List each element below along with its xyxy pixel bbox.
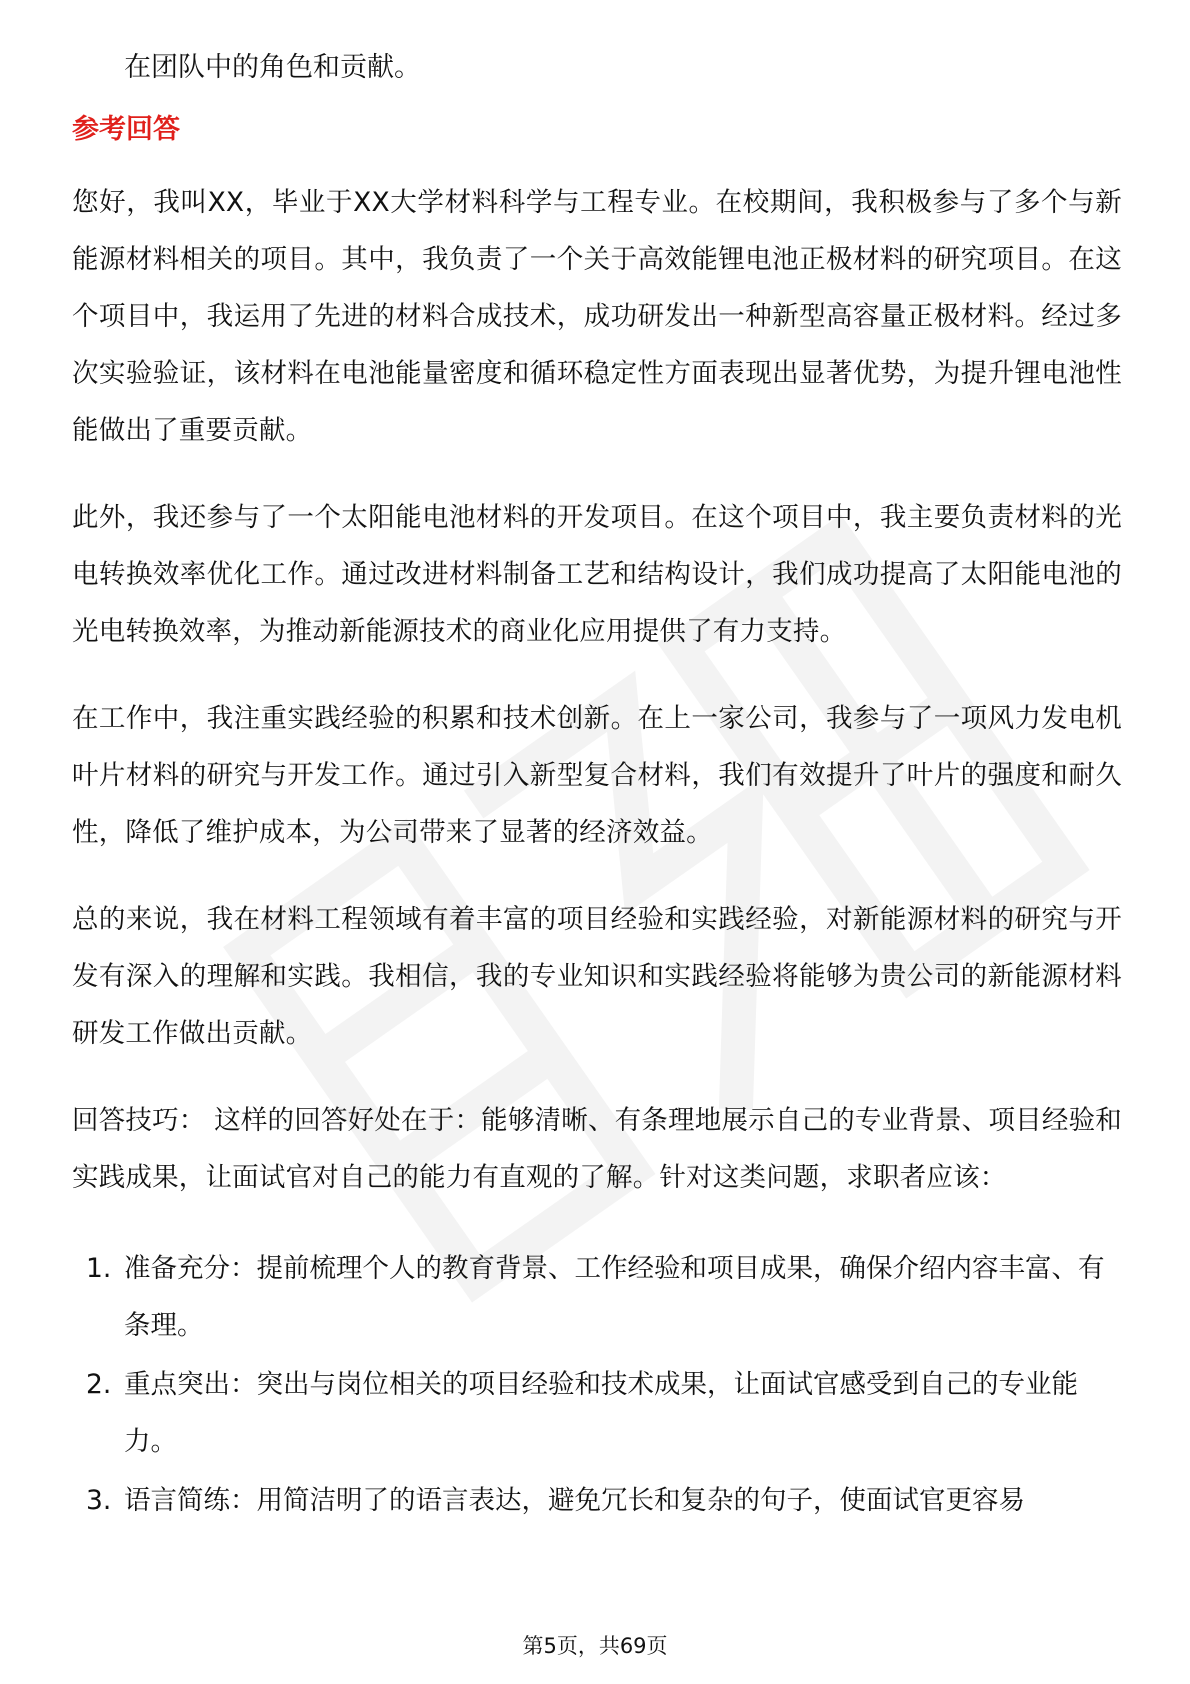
list-number: 2.: [86, 1369, 112, 1400]
list-number: 1.: [86, 1253, 112, 1284]
list-number: 3.: [86, 1485, 112, 1516]
answer-paragraph-1: 您好，我叫XX，毕业于XX大学材料科学与工程专业。在校期间，我积极参与了多个与新能源材料相关的项目。其中，我负责了一个关于高效能锂电池正极材料的研究项目。在这个项目中，我运用了先进的材料合成技术，成功研发出一种新型高容量正极材料。经过多次实验验证，该材料在电池能量密度和循环稳定性方面表现出显著优势，为提升锂电池性能做出了重要贡献。: [72, 187, 1122, 446]
list-item-text: 语言简练：用简洁明了的语言表达，避免冗长和复杂的句子，使面试官更容易: [124, 1485, 1025, 1516]
list-item: [72, 1240, 1122, 1354]
list-item-text: 准备充分：提前梳理个人的教育背景、工作经验和项目成果，确保介绍内容丰富、有条理。: [124, 1253, 1105, 1341]
answer-paragraph-2: 此外，我还参与了一个太阳能电池材料的开发项目。在这个项目中，我主要负责材料的光电转换效率优化工作。通过改进材料制备工艺和结构设计，我们成功提高了太阳能电池的光电转换效率，为推动新能源技术的商业化应用提供了有力支持。: [72, 502, 1122, 647]
tips-list: [72, 1240, 1122, 1529]
section-heading: 参考回答: [72, 114, 180, 145]
list-item: [72, 1356, 1122, 1470]
list-item: [72, 1472, 1122, 1529]
page-number-footer: 第5页，共69页: [522, 1634, 668, 1658]
list-item-text: 重点突出：突出与岗位相关的项目经验和技术成果，让面试官感受到自己的专业能力。: [124, 1369, 1078, 1457]
answer-paragraph-4: 总的来说，我在材料工程领域有着丰富的项目经验和实践经验，对新能源材料的研究与开发有深入的理解和实践。我相信，我的专业知识和实践经验将能够为贵公司的新能源材料研发工作做出贡献。: [72, 904, 1122, 1049]
tips-intro-paragraph: 回答技巧： 这样的回答好处在于：能够清晰、有条理地展示自己的专业背景、项目经验和实践成果，让面试官对自己的能力有直观的了解。针对这类问题，求职者应该：: [72, 1105, 1122, 1193]
continued-line: 在团队中的角色和贡献。: [124, 52, 421, 83]
content-area: [72, 48, 1122, 1531]
answer-paragraph-3: 在工作中，我注重实践经验的积累和技术创新。在上一家公司，我参与了一项风力发电机叶片材料的研究与开发工作。通过引入新型复合材料，我们有效提升了叶片的强度和耐久性，降低了维护成本，为公司带来了显著的经济效益。: [72, 703, 1122, 848]
